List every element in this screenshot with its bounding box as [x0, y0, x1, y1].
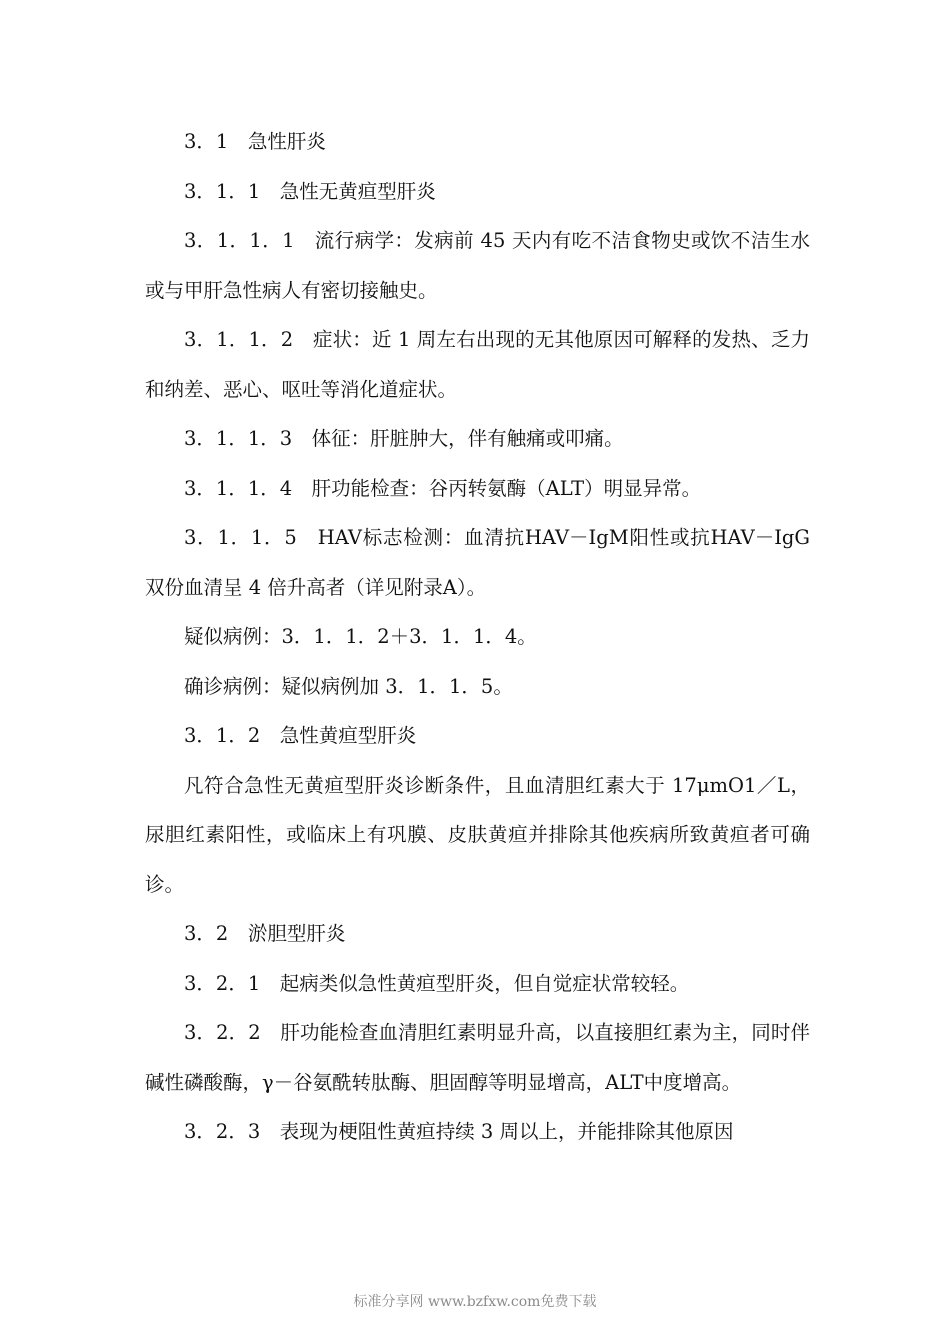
heading-3-1: 3．1 急性肝炎	[184, 130, 326, 153]
item-3-1-1-5: 3．1．1．5 HAV标志检测：血清抗HAV－IgM阳性或抗HAV－IgG双份血清呈 4 倍升高者（详见附录A）。	[145, 526, 810, 599]
heading-3-1-1: 3．1．1 急性无黄疸型肝炎	[184, 179, 436, 203]
heading-3-1-2: 3．1．2 急性黄疸型肝炎	[184, 724, 417, 747]
confirmed-case: 确诊病例：疑似病例加 3．1．1．5。	[184, 674, 513, 698]
document-body	[145, 117, 810, 1157]
item-3-2-3: 3．2．3 表现为梗阻性黄疸持续 3 周以上，并能排除其他原因	[184, 1120, 734, 1143]
item-3-2-2: 3．2．2 肝功能检查血清胆红素明显升高，以直接胆红素为主，同时伴碱性磷酸酶，γ－谷氨酰转肽酶、胆固醇等明显增高，ALT中度增高。	[145, 1021, 810, 1094]
paragraph-jaundice-criteria: 凡符合急性无黄疸型肝炎诊断条件，且血清胆红素大于 17μmO1／L，尿胆红素阳性，或临床上有巩膜、皮肤黄疸并排除其他疾病所致黄疸者可确诊。	[145, 773, 810, 896]
item-3-1-1-2: 3．1．1．2 症状：近 1 周左右出现的无其他原因可解释的发热、乏力和纳差、恶心、呕吐等消化道症状。	[145, 328, 810, 401]
heading-3-2: 3．2 淤胆型肝炎	[184, 922, 346, 945]
item-3-1-1-1: 3．1．1．1 流行病学：发病前 45 天内有吃不洁食物史或饮不洁生水或与甲肝急性病人有密切接触史。	[145, 229, 810, 302]
footer-watermark: 标准分享网 www.bzfxw.com免费下载	[353, 1294, 597, 1310]
item-3-1-1-4: 3．1．1．4 肝功能检查：谷丙转氨酶（ALT）明显异常。	[184, 476, 702, 500]
suspected-case: 疑似病例：3．1．1．2＋3．1．1．4。	[184, 625, 537, 648]
item-3-2-1: 3．2．1 起病类似急性黄疸型肝炎，但自觉症状常较轻。	[184, 971, 690, 995]
item-3-1-1-3: 3．1．1．3 体征：肝脏肿大，伴有触痛或叩痛。	[184, 427, 624, 450]
